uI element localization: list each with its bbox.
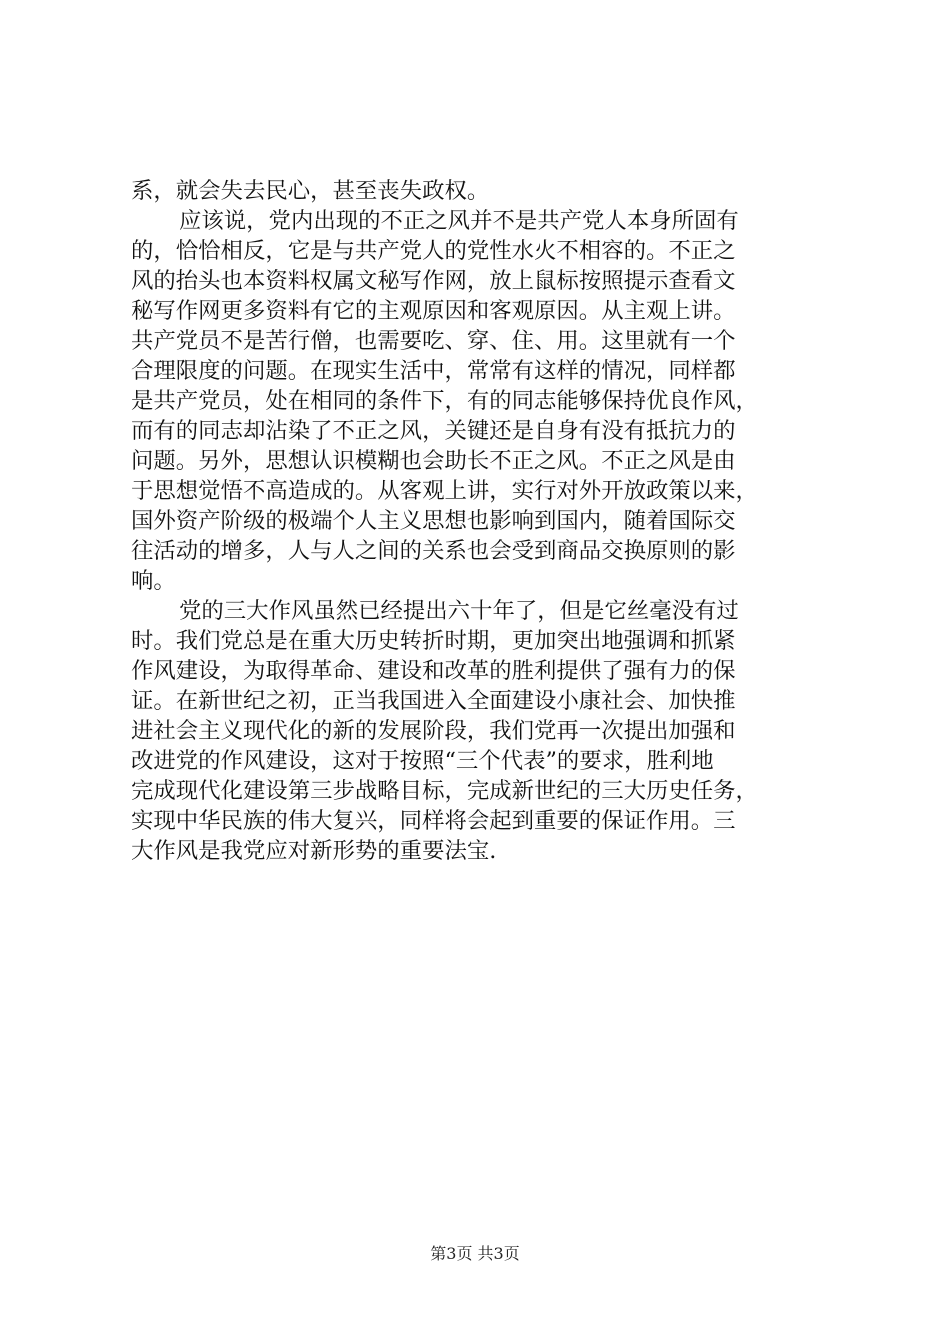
document-body [131, 176, 821, 866]
text-line: 完成现代化建设第三步战略目标，完成新世纪的三大历史任务， [131, 778, 758, 804]
text-line: 是共产党员，处在相同的条件下，有的同志能够保持优良作风， [131, 388, 758, 414]
text-line: 风的抬头也本资料权属文秘写作网，放上鼠标按照提示查看文 [131, 268, 736, 294]
text-line: 的，恰恰相反，它是与共产党人的党性水火不相容的。不正之 [131, 238, 736, 264]
text-line: 时。我们党总是在重大历史转折时期，更加突出地强调和抓紧 [131, 628, 736, 654]
page-number-footer: 第3页 共3页 [430, 1244, 520, 1263]
text-line: 进社会主义现代化的新的发展阶段，我们党再一次提出加强和 [131, 718, 736, 744]
text-line: 作风建设，为取得革命、建设和改革的胜利提供了强有力的保 [131, 658, 736, 684]
text-line: 合理限度的问题。在现实生活中，常常有这样的情况，同样都 [131, 358, 736, 384]
text-line: 系，就会失去民心，甚至丧失政权。 [131, 178, 490, 204]
text-line: 应该说，党内出现的不正之风并不是共产党人本身所固有 [179, 208, 739, 234]
text-line: 秘写作网更多资料有它的主观原因和客观原因。从主观上讲。 [131, 298, 736, 324]
text-line: 大作风是我党应对新形势的重要法宝. [131, 838, 497, 864]
text-line: 改进党的作风建设，这对于按照“三个代表”的要求，胜利地 [131, 748, 714, 774]
text-line: 于思想觉悟不高造成的。从客观上讲，实行对外开放政策以来， [131, 478, 758, 504]
text-line: 证。在新世纪之初，正当我国进入全面建设小康社会、加快推 [131, 688, 736, 714]
text-line: 响。 [131, 568, 176, 594]
text-line: 实现中华民族的伟大复兴，同样将会起到重要的保证作用。三 [131, 808, 736, 834]
text-line: 国外资产阶级的极端个人主义思想也影响到国内，随着国际交 [131, 508, 736, 534]
text-line: 党的三大作风虽然已经提出六十年了，但是它丝毫没有过 [179, 598, 739, 624]
text-line: 问题。另外，思想认识模糊也会助长不正之风。不正之风是由 [131, 448, 736, 474]
text-line: 共产党员不是苦行僧，也需要吃、穿、住、用。这里就有一个 [131, 328, 736, 354]
text-line: 而有的同志却沾染了不正之风，关键还是自身有没有抵抗力的 [131, 418, 736, 444]
text-line: 往活动的增多，人与人之间的关系也会受到商品交换原则的影 [131, 538, 736, 564]
